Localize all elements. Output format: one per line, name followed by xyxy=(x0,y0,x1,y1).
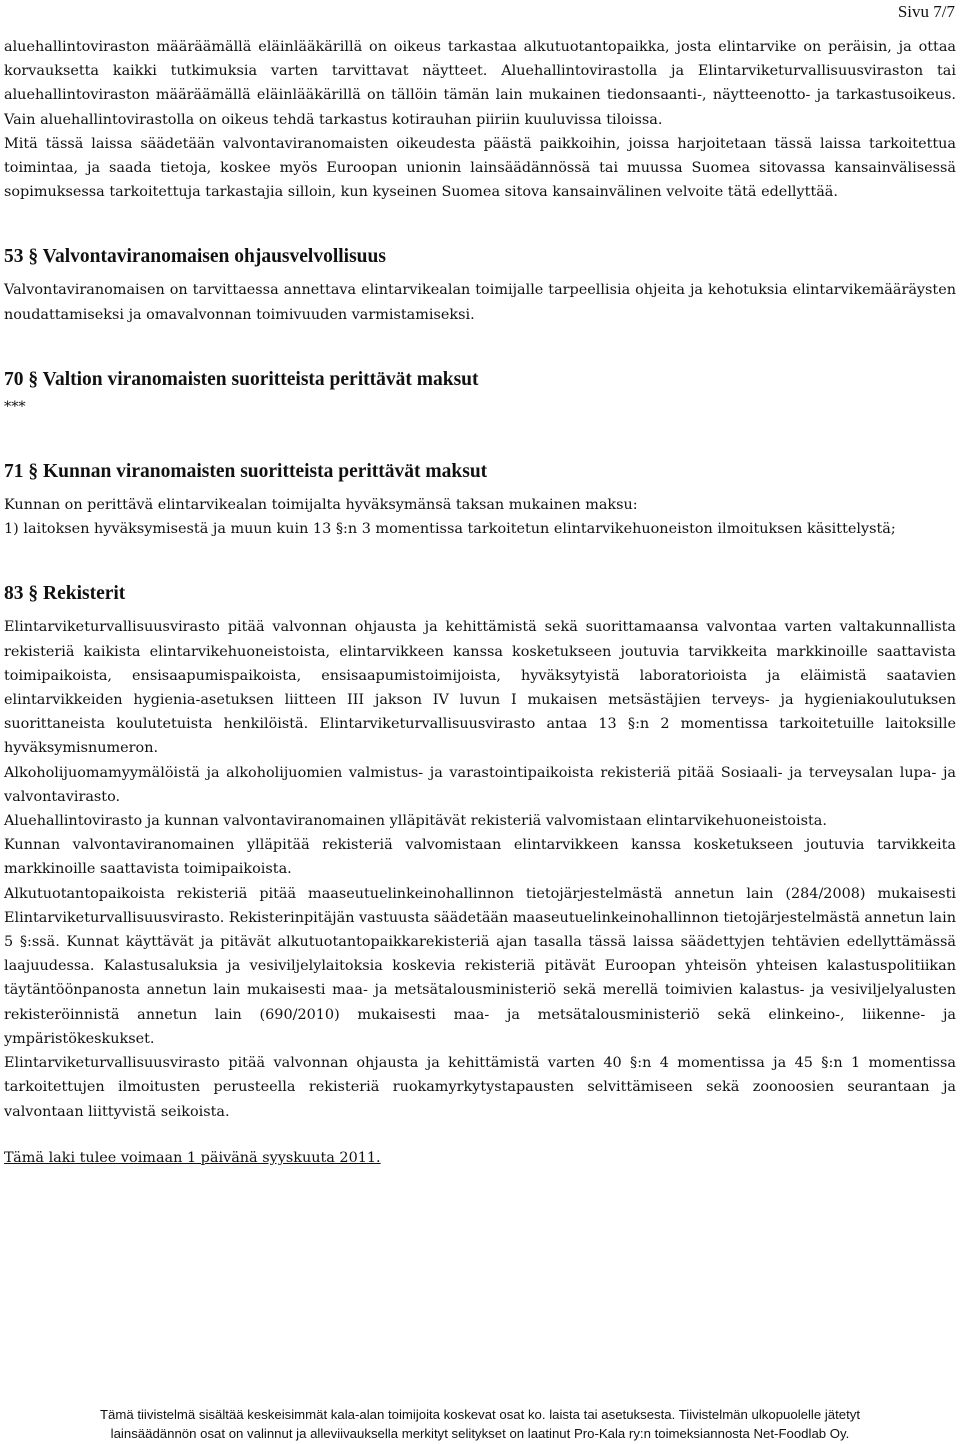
page-number: Sivu 7/7 xyxy=(897,2,955,21)
section-83-paragraph-4: Kunnan valvontaviranomainen ylläpitää rekisteriä valvomistaan elintarvikkeen kanssa kosketukseen joutuvia tarvikkeita markkinoille saattavista toimipaikoista. xyxy=(4,837,956,878)
section-53-paragraph-1: Valvontaviranomaisen on tarvittaessa annettava elintarvikealan toimijalle tarpeellisia ohjeita ja kehotuksia elintarvikemääräysten noudattamiseksi ja omavalvonnan toimivuuden varmistamiseksi. xyxy=(4,282,956,323)
section-71-heading: 71 § Kunnan viranomaisten suoritteista perittävät maksut xyxy=(4,461,488,483)
document-body xyxy=(4,35,956,1170)
section-71-paragraph-2: 1) laitoksen hyväksymisestä ja muun kuin 13 §:n 3 momentissa tarkoitetun elintarvikehuoneiston ilmoituksen käsittelystä; xyxy=(4,521,896,538)
section-83-paragraph-6: Elintarviketurvallisuusvirasto pitää valvonnan ohjausta ja kehittämistä varten 40 §:n 4 momentissa ja 45 §:n 1 momentissa tarkoitettujen ilmoitusten perusteella rekisteriä ruokamyrkytystapausten selvittämiseen sekä zoonoosien seurantaan ja valvontaan liittyvistä seikoista. xyxy=(4,1055,956,1120)
section-83-paragraph-1: Elintarviketurvallisuusvirasto pitää valvonnan ohjausta ja kehittämistä sekä suorittamaansa valvontaa varten valtakunnallista rekisteriä kaikista elintarvikehuoneistoista, elintarvikkeen kanssa kosketukseen joutuvia tarvikkeita markkinoille saattavista toimipaikoista, ensisaapumispaikoista, ensisaapumistoimijoista, hyväksytyistä laboratorioista ja eläimistä saatavien elintarvikkeiden hygienia-asetuksen liitteen III jakson IV luvun I mukaisen metsästäjien terveys- ja hygieniakoulutuksen suorittaneista koulutetuista henkilöistä. Elintarviketurvallisuusvirasto antaa 13 §:n 2 momentissa tarkoitetuille laitoksille hyväksymisnumeron. xyxy=(4,619,956,757)
section-71-paragraph-1: Kunnan on perittävä elintarvikealan toimijalta hyväksymänsä taksan mukainen maksu: xyxy=(4,497,638,514)
effective-date-statement: Tämä laki tulee voimaan 1 päivänä syyskuuta 2011. xyxy=(4,1149,381,1166)
footer-note xyxy=(0,1405,960,1443)
section-83-paragraph-2: Alkoholijuomamyymälöistä ja alkoholijuomien valmistus- ja varastointipaikoista rekisteriä pitää Sosiaali- ja terveysalan lupa- ja valvontavirasto. xyxy=(4,764,956,805)
section-83-paragraph-5: Alkutuotantopaikoista rekisteriä pitää maaseutuelinkeinohallinnon tietojärjestelmästä annetun lain (284/2008) mukaisesti Elintarviketurvallisuusvirasto. Rekisterinpitäjän vastuusta säädetään maaseutuelinkeinohallinnon tietojärjestelmästä annetun lain 5 §:ssä. Kunnat käyttävät ja pitävät alkutuotantopaikkarekisteriä ajan tasalla tässä laissa säädettyjen tehtävien edellyttämässä laajuudessa. Kalastusaluksia ja vesiviljelylaitoksia koskevia rekisteriä pitävät Euroopan yhteisön yhteisen kalastuspolitiikan täytäntöönpanosta annetun lain mukaisesti maa- ja metsätalousministeriö sekä merellä toimivien kalastus- ja vesiviljelyalusten rekisteröinnistä annetun lain (690/2010) mukaisesti maa- ja metsätalousministeriö sekä elinkeino-, liikenne- ja ympäristökeskukset. xyxy=(4,885,956,1047)
footer-line-2: lainsäädännön osat on valinnut ja alleviivauksella merkityt selitykset on laatinut Pro-Kala ry:n toimeksiannosta Net-Foodlab Oy. xyxy=(110,1426,850,1441)
section-70-heading: 70 § Valtion viranomaisten suoritteista perittävät maksut xyxy=(4,368,479,390)
section-83-heading: 83 § Rekisterit xyxy=(4,583,126,605)
intro-paragraph-2: Mitä tässä laissa säädetään valvontaviranomaisten oikeudesta päästä paikkoihin, joissa harjoitetaan tässä laissa tarkoitettua toimintaa, ja saada tietoja, koskee myös Euroopan unionin lainsäädännössä tai muussa Suomea sitovassa kansainvälisessä sopimuksessa tarkoitettuja tarkastajia silloin, kun kyseinen Suomea sitova kansainvälinen velvoite tätä edellyttää. xyxy=(4,135,956,201)
section-83-paragraph-3: Aluehallintovirasto ja kunnan valvontaviranomainen ylläpitävät rekisteriä valvomistaan elintarvikehuoneistoista. xyxy=(4,813,827,830)
section-53-heading: 53 § Valvontaviranomaisen ohjausvelvollisuus xyxy=(4,246,386,268)
intro-paragraph-1: aluehallintoviraston määräämällä eläinlääkärillä on oikeus tarkastaa alkutuotantopaikka, josta elintarvike on peräisin, ja ottaa korvauksetta kaikki tutkimuksia varten tarvittavat näytteet. Aluehallintovirastolla ja Elintarviketurvallisuusviraston tai aluehallintoviraston määräämällä eläinlääkärillä on tällöin tämän lain mukainen tiedonsaanti-, näytteenotto- ja tarkastusoikeus. Vain aluehallintovirastolla on oikeus tehdä tarkastus kotirauhan piiriin kuuluvissa tiloissa. xyxy=(4,39,956,128)
section-70-omitted-marker: *** xyxy=(4,398,26,415)
footer-line-1: Tämä tiivistelmä sisältää keskeisimmät kala-alan toimijoita koskevat osat ko. laista tai asetuksesta. Tiivistelmän ulkopuolelle jätetyt xyxy=(99,1407,861,1422)
